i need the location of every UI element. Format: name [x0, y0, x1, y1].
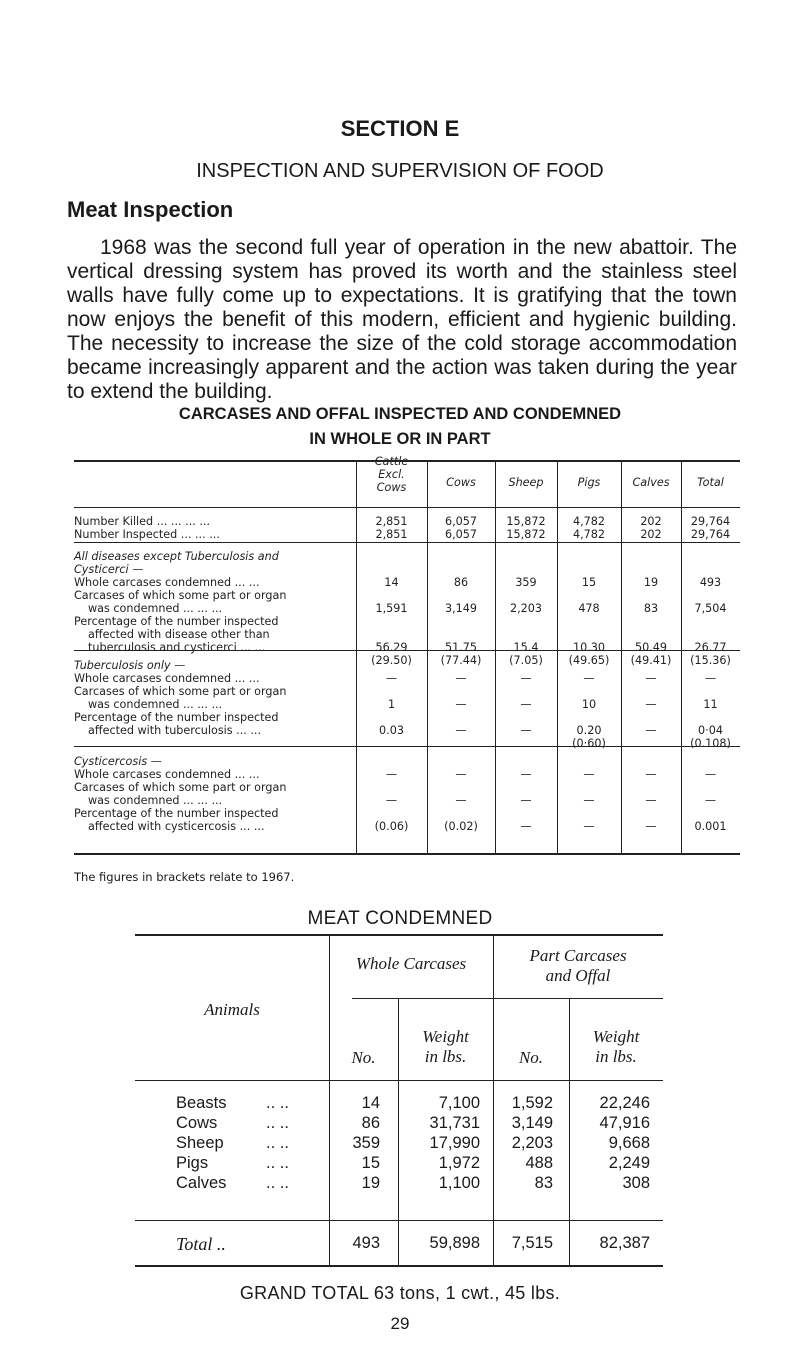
- cell-tb-whole-2: —: [520, 672, 532, 685]
- meat-cell-part_no: 3,149: [511, 1114, 553, 1132]
- label-cy-title: Cysticercosis —: [74, 755, 162, 768]
- header-animals: Animals: [204, 1000, 260, 1019]
- header-whole-weight-line2: in lbs.: [424, 1047, 467, 1066]
- cell-cy-whole-4: —: [645, 768, 657, 781]
- section-label: SECTION E: [340, 116, 460, 141]
- cell-ad-pct67-2: (7.05): [509, 654, 543, 667]
- cell-killed-2: 15,872: [506, 515, 546, 528]
- cell-inspected-5: 29,764: [690, 528, 731, 541]
- cell-ad-whole-1: 86: [453, 576, 469, 589]
- label-tb-pct2-text: affected with tuberculosis ... ...: [88, 724, 262, 737]
- grand-total: GRAND TOTAL 63 tons, 1 cwt., 45 lbs.: [239, 1283, 561, 1303]
- header-part-no: No.: [518, 1048, 544, 1067]
- cell-killed-4: 202: [640, 515, 662, 528]
- cell-ad-pct-2: 15.4: [513, 641, 539, 654]
- cell-ad-part-0: 1,591: [375, 602, 408, 615]
- cell-cy-whole-5: —: [704, 768, 717, 781]
- cell-inspected-2: 15,872: [506, 528, 546, 541]
- cell-tb-part-1: —: [455, 698, 467, 711]
- table2-title: MEAT CONDEMNED: [307, 908, 493, 929]
- animal-label: Pigs: [176, 1154, 209, 1172]
- label-cy-pct2-text: affected with cysticercosis ... ...: [88, 820, 265, 833]
- paragraph-text: 1968 was the second full year of operation in the new abattoir. The vertical dressing system has proved its worth and the stainless steel walls have fully come up to expectations. It is gratifying that the town now enjoys the benefit of this modern, efficient and hygienic building. The necessity to increase the size of the cold storage accommodation became increasingly apparent and the action was taken during the year to extend the building.: [67, 236, 737, 403]
- meat-cell-part_no: 2,203: [511, 1134, 553, 1152]
- header-part-weight-line1: Weight: [592, 1027, 640, 1046]
- label-tb-pct1: Percentage of the number inspected: [74, 711, 279, 724]
- cell-ad-whole-4: 19: [643, 576, 659, 589]
- col-header-cattle-line1: Cattle: [374, 455, 409, 468]
- meat-cell-part_no: 488: [525, 1154, 553, 1172]
- meat-cell-part_no: 83: [534, 1174, 553, 1192]
- subheading: Meat Inspection: [67, 197, 234, 222]
- cell-cy-part-0: —: [385, 794, 398, 807]
- header-part-line1: Part Carcases: [529, 946, 627, 965]
- cell-cy-pct-0: (0.06): [374, 820, 409, 833]
- header-part-carcases: [493, 946, 663, 986]
- col-header-cattle: [356, 455, 427, 494]
- animal-label: Calves: [176, 1174, 227, 1192]
- cell-ad-pct-4: 50.49: [634, 641, 668, 654]
- cell-ad-whole-5: 493: [699, 576, 722, 589]
- cell-cy-part-5: —: [704, 794, 717, 807]
- meat-cell-part_no: 1,592: [511, 1094, 553, 1112]
- label-tb-part1: Carcases of which some part or organ: [74, 685, 287, 698]
- cell-ad-pct67-3: (49.65): [568, 654, 610, 667]
- meat-cell-whole_no: 14: [361, 1094, 380, 1112]
- footnote: The figures in brackets relate to 1967.: [74, 870, 295, 884]
- label-ad-whole: Whole carcases condemned ... ...: [74, 576, 260, 589]
- label-ad-pct2: [74, 628, 354, 641]
- cell-tb-whole-5: —: [704, 672, 717, 685]
- cell-ad-whole-3: 15: [581, 576, 597, 589]
- cell-ad-part-2: 2,203: [509, 602, 543, 615]
- col-header-pigs: Pigs: [577, 476, 601, 489]
- cell-ad-whole-0: 14: [384, 576, 399, 589]
- cell-ad-pct-3: 10.30: [572, 641, 606, 654]
- leader-dots: .. ..: [266, 1154, 289, 1172]
- cell-cy-whole-1: —: [455, 768, 467, 781]
- cell-ad-pct67-0: (29.50): [371, 654, 412, 667]
- cell-cy-part-3: —: [583, 794, 595, 807]
- meat-cell-whole_no: 86: [361, 1114, 380, 1132]
- cell-tb-pct-0: 0.03: [379, 724, 404, 737]
- meat-cell-part_wt: 47,916: [599, 1114, 650, 1132]
- label-cy-part2: [74, 794, 354, 807]
- col-header-cattle-line3: Cows: [376, 481, 407, 494]
- label-cysticerci: Cysticerci —: [74, 563, 144, 576]
- cell-tb-pct67-3: (0·60): [572, 737, 606, 750]
- cell-tb-pct-2: —: [520, 724, 532, 737]
- label-ad-pct1: Percentage of the number inspected: [74, 615, 279, 628]
- label-all-diseases: All diseases except Tuberculosis and: [74, 550, 279, 563]
- cell-tb-whole-0: —: [385, 672, 398, 685]
- col-header-calves: Calves: [632, 476, 670, 489]
- animal-label: Beasts: [176, 1094, 227, 1112]
- body-paragraph: [67, 236, 737, 404]
- leader-dots: .. ..: [266, 1114, 289, 1132]
- cell-cy-pct-5: 0.001: [694, 820, 727, 833]
- cell-inspected-3: 4,782: [572, 528, 606, 541]
- meat-cell-whole_wt: 31,731: [429, 1114, 480, 1132]
- cell-killed-3: 4,782: [572, 515, 606, 528]
- meat-cell-whole_no: 19: [361, 1174, 380, 1192]
- leader-dots: .. ..: [266, 1174, 289, 1192]
- label-tb-part2-text: was condemned ... ... ...: [88, 698, 223, 711]
- cell-ad-part-4: 83: [643, 602, 659, 615]
- cell-cy-pct-1: (0.02): [444, 820, 478, 833]
- cell-inspected-1: 6,057: [444, 528, 478, 541]
- label-ad-part2-text: was condemned ... ... ...: [88, 602, 223, 615]
- label-cy-pct2: [74, 820, 354, 833]
- animal-label: Cows: [176, 1114, 218, 1132]
- total-part-no: 7,515: [511, 1234, 553, 1252]
- cell-tb-pct-4: —: [645, 724, 657, 737]
- total-whole-no: 493: [352, 1234, 380, 1252]
- label-inspected: Number Inspected ... ... ...: [74, 528, 220, 541]
- cell-tb-part-2: —: [520, 698, 532, 711]
- cell-tb-part-4: —: [645, 698, 657, 711]
- label-cy-pct1: Percentage of the number inspected: [74, 807, 279, 820]
- label-tb-part2: [74, 698, 354, 711]
- cell-cy-whole-0: —: [385, 768, 398, 781]
- cell-tb-whole-3: —: [583, 672, 595, 685]
- col-header-cattle-line2: Excl.: [378, 468, 405, 481]
- cell-ad-whole-2: 359: [515, 576, 537, 589]
- header-whole-no: No.: [351, 1048, 376, 1067]
- page-number: 29: [390, 1314, 410, 1333]
- cell-cy-pct-3: —: [583, 820, 595, 833]
- meat-cell-whole_wt: 1,972: [438, 1154, 480, 1172]
- col-header-sheep: Sheep: [508, 476, 544, 489]
- table1-title: CARCASES AND OFFAL INSPECTED AND CONDEMNED: [178, 405, 622, 423]
- table1-subtitle: IN WHOLE OR IN PART: [309, 430, 491, 448]
- cell-tb-pct-3: 0.20: [576, 724, 602, 737]
- total-label: Total ..: [176, 1234, 226, 1254]
- cell-cy-pct-4: —: [645, 820, 657, 833]
- meat-cell-part_wt: 9,668: [608, 1134, 650, 1152]
- cell-cy-whole-3: —: [583, 768, 595, 781]
- cell-cy-part-1: —: [455, 794, 467, 807]
- label-ad-pct3-text: tuberculosis and cysticerci ... ...: [88, 641, 266, 654]
- header-whole-carcases: Whole Carcases: [355, 954, 467, 973]
- col-header-total: Total: [697, 476, 724, 489]
- meat-cell-whole_no: 15: [361, 1154, 380, 1172]
- cell-tb-pct-5: 0·04: [698, 724, 723, 737]
- col-header-cows: Cows: [446, 476, 476, 489]
- label-cy-whole: Whole carcases condemned ... ...: [74, 768, 260, 781]
- cell-ad-part-5: 7,504: [694, 602, 727, 615]
- cell-ad-pct-5: 26.77: [694, 641, 727, 654]
- page-heading: INSPECTION AND SUPERVISION OF FOOD: [196, 160, 604, 182]
- leader-dots: .. ..: [266, 1094, 289, 1112]
- cell-cy-part-2: —: [520, 794, 532, 807]
- label-killed: Number Killed ... ... ... ...: [74, 515, 211, 528]
- header-part-weight-line2: in lbs.: [595, 1047, 637, 1066]
- label-ad-part1: Carcases of which some part or organ: [74, 589, 287, 602]
- meat-cell-part_wt: 22,246: [599, 1094, 650, 1112]
- cell-ad-pct-0: 56.29: [375, 641, 408, 654]
- header-part-weight: [569, 1027, 663, 1067]
- cell-tb-pct-1: —: [455, 724, 467, 737]
- cell-tb-part-0: 1: [387, 698, 396, 711]
- total-whole-wt: 59,898: [429, 1234, 480, 1252]
- label-tb-whole: Whole carcases condemned ... ...: [74, 672, 260, 685]
- cell-ad-pct67-1: (77.44): [440, 654, 482, 667]
- meat-cell-whole_no: 359: [352, 1134, 380, 1152]
- total-part-wt: 82,387: [599, 1234, 650, 1252]
- cell-cy-pct-2: —: [520, 820, 532, 833]
- cell-tb-whole-1: —: [455, 672, 467, 685]
- label-cy-part2-text: was condemned ... ... ...: [88, 794, 223, 807]
- cell-ad-pct67-4: (49.41): [630, 654, 672, 667]
- meat-cell-whole_wt: 7,100: [438, 1094, 480, 1112]
- animal-label: Sheep: [176, 1134, 224, 1152]
- cell-tb-pct67-5: (0.108): [690, 737, 731, 750]
- cell-ad-pct67-5: (15.36): [690, 654, 731, 667]
- label-ad-pct3: [74, 641, 354, 654]
- meat-cell-part_wt: 2,249: [608, 1154, 650, 1172]
- header-part-line2: and Offal: [545, 966, 611, 985]
- leader-dots: .. ..: [266, 1134, 289, 1152]
- cell-ad-part-3: 478: [578, 602, 600, 615]
- cell-tb-part-5: 11: [703, 698, 718, 711]
- cell-tb-part-3: 10: [581, 698, 597, 711]
- cell-cy-whole-2: —: [520, 768, 532, 781]
- cell-killed-5: 29,764: [690, 515, 731, 528]
- cell-killed-1: 6,057: [444, 515, 478, 528]
- cell-ad-part-1: 3,149: [444, 602, 478, 615]
- label-tb-pct2: [74, 724, 354, 737]
- header-whole-weight: [398, 1027, 493, 1067]
- meat-cell-part_wt: 308: [622, 1174, 650, 1192]
- meat-cell-whole_wt: 1,100: [438, 1174, 480, 1192]
- cell-killed-0: 2,851: [375, 515, 408, 528]
- cell-ad-pct-1: 51.75: [444, 641, 478, 654]
- cell-inspected-0: 2,851: [375, 528, 408, 541]
- label-ad-pct2-text: affected with disease other than: [88, 628, 270, 641]
- meat-cell-whole_wt: 17,990: [429, 1134, 480, 1152]
- label-ad-part2: [74, 602, 354, 615]
- cell-tb-whole-4: —: [645, 672, 657, 685]
- header-whole-weight-line1: Weight: [422, 1027, 469, 1046]
- cell-inspected-4: 202: [640, 528, 662, 541]
- label-tb-title: Tuberculosis only —: [74, 659, 186, 672]
- cell-cy-part-4: —: [645, 794, 657, 807]
- label-cy-part1: Carcases of which some part or organ: [74, 781, 287, 794]
